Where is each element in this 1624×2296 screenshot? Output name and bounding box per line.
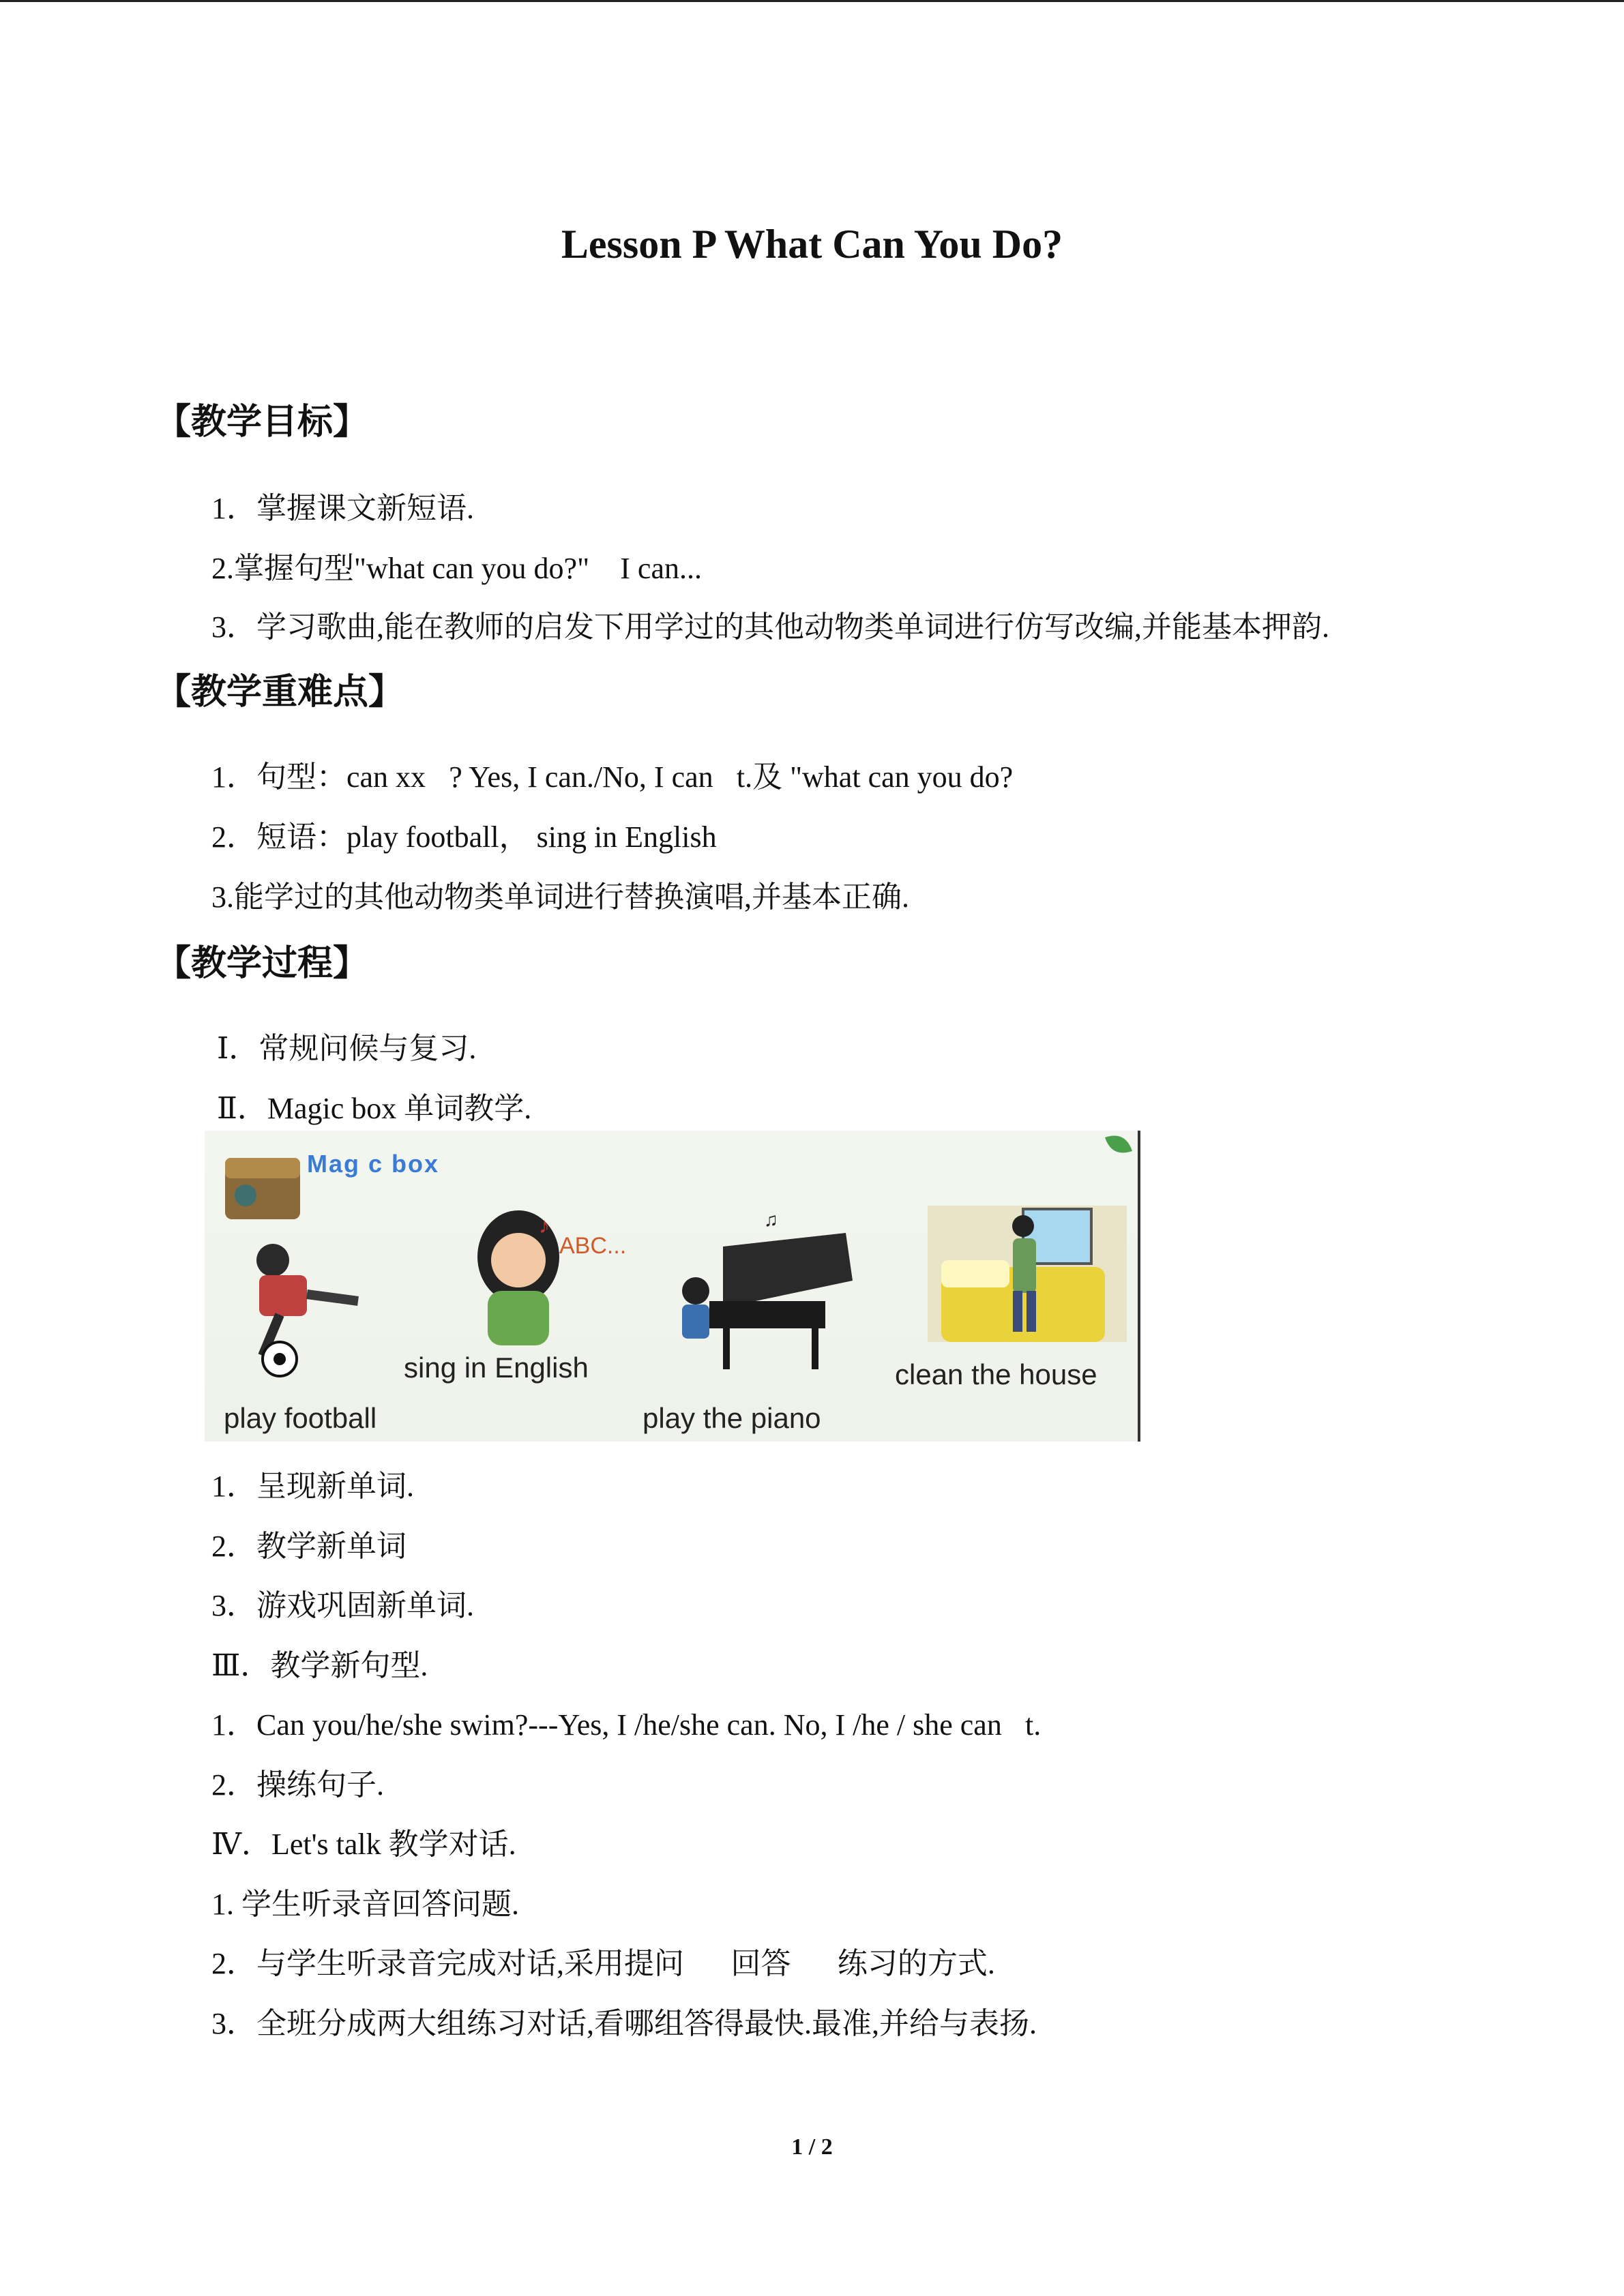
label-sing-in-english: sing in English <box>404 1352 589 1384</box>
page-number: 1 / 2 <box>791 2134 833 2160</box>
abc-label: ABC... <box>559 1233 627 1259</box>
key-point-item: 2．短语：play football， sing in English   <box>211 820 748 854</box>
label-clean-the-house: clean the house <box>895 1358 1097 1390</box>
process-item: 1．呈现新单词. <box>211 1470 414 1503</box>
objectives-heading: 【教学目标】 <box>156 402 369 443</box>
process-heading: 【教学过程】 <box>156 943 369 984</box>
clean-house-illustration <box>928 1206 1127 1342</box>
process-item: 1．Can you/he/she swim?---Yes, I /he/she can. No, I /he / she can t. <box>211 1708 1042 1742</box>
label-play-the-piano: play the piano <box>643 1402 821 1434</box>
objective-item: 1．掌握课文新短语. <box>211 492 474 525</box>
svg-text:♪: ♪ <box>539 1213 550 1238</box>
treasure-box-icon <box>225 1158 300 1219</box>
process-item: 1. 学生听录音回答问题. <box>211 1888 519 1921</box>
process-item: Ⅰ．常规问候与复习. <box>217 1032 477 1065</box>
process-item: 3．游戏巩固新单词. <box>211 1589 474 1622</box>
key-points-heading: 【教学重难点】 <box>156 672 404 713</box>
label-play-football: play football <box>224 1402 377 1434</box>
process-item: 2．操练句子. <box>211 1768 384 1802</box>
process-item: 3．全班分成两大组练习对话,看哪组答得最快.最准,并给与表扬. <box>211 2007 1037 2040</box>
process-item: Ⅱ．Magic box 单词教学. <box>217 1092 532 1125</box>
key-point-item: 3.能学过的其他动物类单词进行替换演唱,并基本正确. <box>211 880 909 914</box>
key-point-item: 1．句型：can xx ? Yes, I can./No, I can t.及 "what can you do? <box>211 760 1014 794</box>
process-item: 2．与学生听录音完成对话,采用提问  回答  练习的方式. <box>211 1947 995 1980</box>
page-top-border <box>0 0 1624 2</box>
magic-box-label: Mag c box <box>307 1150 440 1178</box>
magic-box-figure <box>205 1131 1140 1442</box>
process-item: 2．教学新单词 <box>211 1530 407 1563</box>
document-title: Lesson P What Can You Do? <box>561 222 1063 267</box>
piano-illustration <box>682 1210 853 1369</box>
objective-item: 3．学习歌曲,能在教师的启发下用学过的其他动物类单词进行仿写改编,并能基本押韵. <box>211 610 1329 644</box>
svg-text:♫: ♫ <box>764 1210 778 1231</box>
process-item: Ⅲ．教学新句型. <box>211 1649 428 1682</box>
singing-girl-illustration <box>477 1210 559 1345</box>
objective-item: 2.掌握句型"what can you do?"  I can...  <box>211 552 726 585</box>
football-player-illustration <box>256 1244 358 1376</box>
process-item: Ⅳ．Let's talk 教学对话. <box>211 1828 516 1861</box>
leaf-icon <box>1105 1136 1132 1153</box>
